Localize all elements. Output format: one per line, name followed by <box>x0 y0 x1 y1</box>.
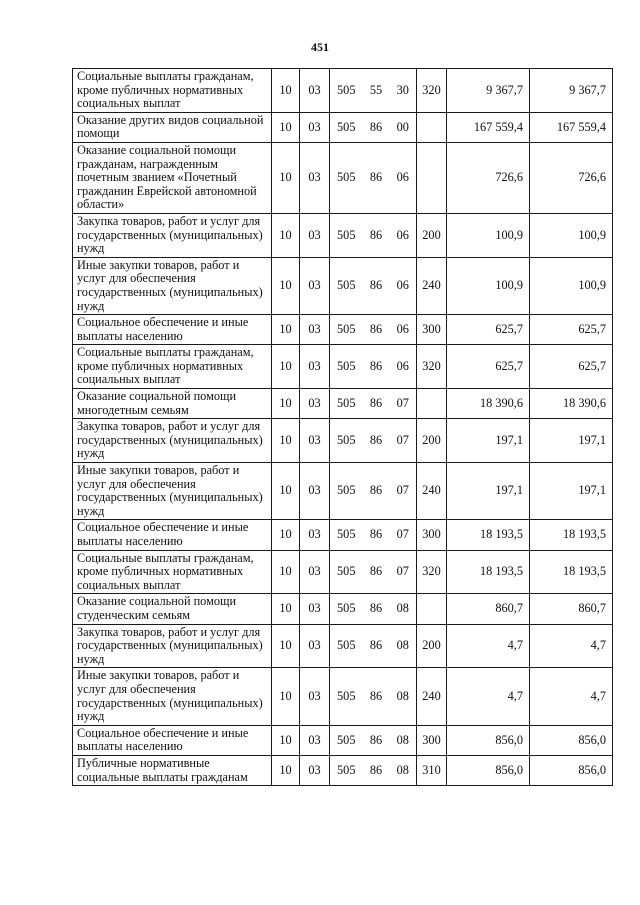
row-target-article-cell: 505 <box>330 520 363 550</box>
row-section-cell: 10 <box>272 725 300 755</box>
row-target-direction-cell: 07 <box>390 389 417 419</box>
row-amount-total-cell: 100,9 <box>530 257 613 314</box>
row-target-program-cell: 86 <box>363 257 390 314</box>
table-row <box>73 389 613 419</box>
row-target-article-cell: 505 <box>330 69 363 113</box>
row-target-article-cell: 505 <box>330 257 363 314</box>
row-target-article-cell: 505 <box>330 142 363 213</box>
row-expense-type-cell: 200 <box>417 213 447 257</box>
row-target-direction-cell: 08 <box>390 725 417 755</box>
row-target-direction-cell: 06 <box>390 345 417 389</box>
row-name-cell: Закупка товаров, работ и услуг для государственных (муниципальных) нужд <box>73 419 272 463</box>
row-amount-cell: 4,7 <box>447 624 530 668</box>
row-target-program-cell: 86 <box>363 112 390 142</box>
row-expense-type-cell: 320 <box>417 550 447 594</box>
row-target-program-cell: 86 <box>363 463 390 520</box>
table-row <box>73 755 613 785</box>
table-row <box>73 550 613 594</box>
row-name-cell: Оказание социальной помощи студенческим семьям <box>73 594 272 624</box>
table-row <box>73 142 613 213</box>
row-target-article-cell: 505 <box>330 725 363 755</box>
row-amount-total-cell: 18 390,6 <box>530 389 613 419</box>
row-target-program-cell: 86 <box>363 389 390 419</box>
budget-table <box>72 68 613 786</box>
row-expense-type-cell: 240 <box>417 668 447 725</box>
row-amount-cell: 726,6 <box>447 142 530 213</box>
table-row <box>73 112 613 142</box>
row-subsection-cell: 03 <box>300 389 330 419</box>
row-amount-total-cell: 860,7 <box>530 594 613 624</box>
row-amount-cell: 18 193,5 <box>447 520 530 550</box>
row-target-direction-cell: 07 <box>390 550 417 594</box>
row-amount-total-cell: 856,0 <box>530 725 613 755</box>
row-amount-total-cell: 726,6 <box>530 142 613 213</box>
row-expense-type-cell: 200 <box>417 624 447 668</box>
row-expense-type-cell: 200 <box>417 419 447 463</box>
row-target-program-cell: 86 <box>363 213 390 257</box>
row-amount-total-cell: 9 367,7 <box>530 69 613 113</box>
page-number: 451 <box>311 40 329 54</box>
row-subsection-cell: 03 <box>300 419 330 463</box>
table-row <box>73 419 613 463</box>
row-target-article-cell: 505 <box>330 213 363 257</box>
row-amount-total-cell: 100,9 <box>530 213 613 257</box>
row-amount-total-cell: 197,1 <box>530 463 613 520</box>
row-amount-total-cell: 197,1 <box>530 419 613 463</box>
row-target-program-cell: 86 <box>363 725 390 755</box>
row-target-article-cell: 505 <box>330 550 363 594</box>
row-amount-total-cell: 4,7 <box>530 668 613 725</box>
table-row <box>73 345 613 389</box>
row-section-cell: 10 <box>272 755 300 785</box>
row-amount-total-cell: 625,7 <box>530 315 613 345</box>
row-target-article-cell: 505 <box>330 389 363 419</box>
row-amount-cell: 856,0 <box>447 755 530 785</box>
table-row <box>73 594 613 624</box>
row-section-cell: 10 <box>272 213 300 257</box>
row-expense-type-cell <box>417 594 447 624</box>
row-name-cell: Оказание социальной помощи многодетным семьям <box>73 389 272 419</box>
row-target-program-cell: 86 <box>363 419 390 463</box>
row-name-cell: Социальное обеспечение и иные выплаты населению <box>73 520 272 550</box>
row-subsection-cell: 03 <box>300 142 330 213</box>
row-section-cell: 10 <box>272 69 300 113</box>
row-subsection-cell: 03 <box>300 755 330 785</box>
row-name-cell: Оказание социальной помощи гражданам, награжденным почетным званием «Почетный гражданин Еврейской автономной области» <box>73 142 272 213</box>
table-row <box>73 257 613 314</box>
row-section-cell: 10 <box>272 419 300 463</box>
row-amount-cell: 18 193,5 <box>447 550 530 594</box>
row-section-cell: 10 <box>272 112 300 142</box>
row-section-cell: 10 <box>272 257 300 314</box>
row-amount-cell: 100,9 <box>447 213 530 257</box>
row-subsection-cell: 03 <box>300 257 330 314</box>
row-expense-type-cell <box>417 112 447 142</box>
row-amount-total-cell: 18 193,5 <box>530 550 613 594</box>
row-subsection-cell: 03 <box>300 668 330 725</box>
row-subsection-cell: 03 <box>300 520 330 550</box>
row-name-cell: Иные закупки товаров, работ и услуг для обеспечения государственных (муниципальных) нужд <box>73 668 272 725</box>
row-target-direction-cell: 30 <box>390 69 417 113</box>
row-expense-type-cell: 310 <box>417 755 447 785</box>
row-target-direction-cell: 07 <box>390 419 417 463</box>
row-target-direction-cell: 08 <box>390 668 417 725</box>
row-subsection-cell: 03 <box>300 112 330 142</box>
row-target-direction-cell: 07 <box>390 520 417 550</box>
row-expense-type-cell: 240 <box>417 463 447 520</box>
row-expense-type-cell: 320 <box>417 345 447 389</box>
table-row <box>73 213 613 257</box>
table-row <box>73 463 613 520</box>
row-subsection-cell: 03 <box>300 69 330 113</box>
row-name-cell: Закупка товаров, работ и услуг для государственных (муниципальных) нужд <box>73 213 272 257</box>
row-section-cell: 10 <box>272 594 300 624</box>
table-row <box>73 624 613 668</box>
row-target-direction-cell: 08 <box>390 624 417 668</box>
row-target-program-cell: 86 <box>363 345 390 389</box>
row-section-cell: 10 <box>272 345 300 389</box>
table-row <box>73 315 613 345</box>
row-name-cell: Иные закупки товаров, работ и услуг для обеспечения государственных (муниципальных) нужд <box>73 463 272 520</box>
row-target-direction-cell: 00 <box>390 112 417 142</box>
row-name-cell: Иные закупки товаров, работ и услуг для обеспечения государственных (муниципальных) нужд <box>73 257 272 314</box>
row-expense-type-cell <box>417 142 447 213</box>
row-expense-type-cell: 300 <box>417 520 447 550</box>
row-subsection-cell: 03 <box>300 315 330 345</box>
row-amount-cell: 4,7 <box>447 668 530 725</box>
table-row <box>73 725 613 755</box>
row-target-program-cell: 86 <box>363 624 390 668</box>
row-name-cell: Социальное обеспечение и иные выплаты населению <box>73 315 272 345</box>
row-subsection-cell: 03 <box>300 345 330 389</box>
row-amount-cell: 9 367,7 <box>447 69 530 113</box>
row-target-program-cell: 86 <box>363 315 390 345</box>
row-amount-total-cell: 856,0 <box>530 755 613 785</box>
row-amount-cell: 167 559,4 <box>447 112 530 142</box>
row-section-cell: 10 <box>272 520 300 550</box>
row-target-article-cell: 505 <box>330 624 363 668</box>
row-subsection-cell: 03 <box>300 463 330 520</box>
row-name-cell: Оказание других видов социальной помощи <box>73 112 272 142</box>
row-expense-type-cell: 240 <box>417 257 447 314</box>
row-section-cell: 10 <box>272 389 300 419</box>
row-expense-type-cell: 300 <box>417 315 447 345</box>
row-amount-total-cell: 18 193,5 <box>530 520 613 550</box>
row-target-direction-cell: 06 <box>390 257 417 314</box>
row-target-program-cell: 86 <box>363 668 390 725</box>
table-row <box>73 520 613 550</box>
row-target-article-cell: 505 <box>330 419 363 463</box>
row-name-cell: Социальные выплаты гражданам, кроме публичных нормативных социальных выплат <box>73 69 272 113</box>
row-target-article-cell: 505 <box>330 755 363 785</box>
row-amount-total-cell: 4,7 <box>530 624 613 668</box>
row-name-cell: Социальное обеспечение и иные выплаты населению <box>73 725 272 755</box>
row-name-cell: Закупка товаров, работ и услуг для государственных (муниципальных) нужд <box>73 624 272 668</box>
row-target-direction-cell: 07 <box>390 463 417 520</box>
table-row <box>73 668 613 725</box>
row-target-direction-cell: 06 <box>390 142 417 213</box>
row-section-cell: 10 <box>272 668 300 725</box>
row-section-cell: 10 <box>272 315 300 345</box>
row-target-article-cell: 505 <box>330 668 363 725</box>
row-subsection-cell: 03 <box>300 725 330 755</box>
row-expense-type-cell: 320 <box>417 69 447 113</box>
row-amount-cell: 625,7 <box>447 315 530 345</box>
row-expense-type-cell <box>417 389 447 419</box>
row-target-direction-cell: 08 <box>390 594 417 624</box>
row-amount-cell: 856,0 <box>447 725 530 755</box>
table-body <box>73 69 613 786</box>
row-target-direction-cell: 06 <box>390 315 417 345</box>
row-target-direction-cell: 08 <box>390 755 417 785</box>
row-amount-total-cell: 625,7 <box>530 345 613 389</box>
row-target-article-cell: 505 <box>330 345 363 389</box>
row-target-program-cell: 86 <box>363 550 390 594</box>
row-amount-cell: 197,1 <box>447 419 530 463</box>
row-target-program-cell: 55 <box>363 69 390 113</box>
row-target-article-cell: 505 <box>330 112 363 142</box>
row-section-cell: 10 <box>272 624 300 668</box>
row-target-program-cell: 86 <box>363 520 390 550</box>
row-amount-total-cell: 167 559,4 <box>530 112 613 142</box>
row-target-program-cell: 86 <box>363 594 390 624</box>
table-row <box>73 69 613 113</box>
row-section-cell: 10 <box>272 463 300 520</box>
row-target-article-cell: 505 <box>330 315 363 345</box>
row-amount-cell: 197,1 <box>447 463 530 520</box>
row-section-cell: 10 <box>272 550 300 594</box>
row-amount-cell: 625,7 <box>447 345 530 389</box>
row-target-program-cell: 86 <box>363 755 390 785</box>
row-section-cell: 10 <box>272 142 300 213</box>
row-name-cell: Социальные выплаты гражданам, кроме публичных нормативных социальных выплат <box>73 550 272 594</box>
row-expense-type-cell: 300 <box>417 725 447 755</box>
row-target-program-cell: 86 <box>363 142 390 213</box>
row-amount-cell: 18 390,6 <box>447 389 530 419</box>
row-subsection-cell: 03 <box>300 213 330 257</box>
row-subsection-cell: 03 <box>300 594 330 624</box>
row-amount-cell: 860,7 <box>447 594 530 624</box>
row-amount-cell: 100,9 <box>447 257 530 314</box>
row-target-article-cell: 505 <box>330 594 363 624</box>
row-name-cell: Публичные нормативные социальные выплаты гражданам <box>73 755 272 785</box>
row-target-direction-cell: 06 <box>390 213 417 257</box>
row-name-cell: Социальные выплаты гражданам, кроме публичных нормативных социальных выплат <box>73 345 272 389</box>
row-subsection-cell: 03 <box>300 550 330 594</box>
row-subsection-cell: 03 <box>300 624 330 668</box>
row-target-article-cell: 505 <box>330 463 363 520</box>
